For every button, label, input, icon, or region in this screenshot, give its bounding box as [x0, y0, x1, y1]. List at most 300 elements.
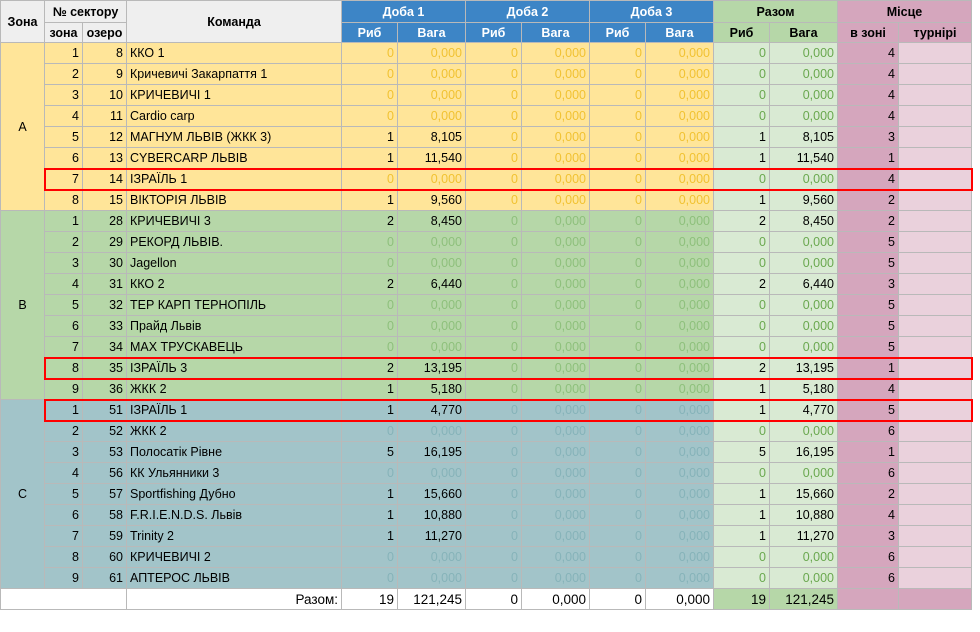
day3-fish-cell[interactable]: 0 — [590, 400, 646, 421]
day3-weight-cell[interactable]: 0,000 — [646, 253, 714, 274]
day3-fish-cell[interactable]: 0 — [590, 295, 646, 316]
day2-fish-cell[interactable]: 0 — [466, 43, 522, 64]
total-fish-cell[interactable]: 0 — [714, 421, 770, 442]
team-name-cell[interactable]: Trinity 2 — [127, 526, 342, 547]
total-fish-cell[interactable]: 0 — [714, 64, 770, 85]
day3-weight-cell[interactable]: 0,000 — [646, 106, 714, 127]
day1-weight-cell[interactable]: 13,195 — [398, 358, 466, 379]
day2-weight-cell[interactable]: 0,000 — [522, 463, 590, 484]
day1-fish-cell[interactable]: 1 — [342, 484, 398, 505]
day2-weight-cell[interactable]: 0,000 — [522, 253, 590, 274]
total-fish-cell[interactable]: 0 — [714, 295, 770, 316]
place-tournament-cell[interactable] — [899, 337, 972, 358]
day3-fish-cell[interactable]: 0 — [590, 463, 646, 484]
table-row[interactable] — [1, 358, 972, 379]
team-name-cell[interactable]: MAX ТРУСКАВЕЦЬ — [127, 337, 342, 358]
sector-zone-cell[interactable]: 9 — [45, 568, 83, 589]
day2-weight-cell[interactable]: 0,000 — [522, 442, 590, 463]
day1-fish-cell[interactable]: 1 — [342, 190, 398, 211]
day2-weight-cell[interactable]: 0,000 — [522, 505, 590, 526]
header-day2[interactable]: Доба 2 — [466, 1, 590, 23]
total-weight-cell[interactable]: 0,000 — [770, 232, 838, 253]
team-name-cell[interactable]: ІЗРАЇЛЬ 3 — [127, 358, 342, 379]
header-sub-lake[interactable]: озеро — [83, 23, 127, 43]
day1-fish-cell[interactable]: 0 — [342, 463, 398, 484]
day3-fish-cell[interactable]: 0 — [590, 358, 646, 379]
day2-weight-cell[interactable]: 0,000 — [522, 568, 590, 589]
total-weight-cell[interactable]: 8,105 — [770, 127, 838, 148]
total-fish-cell[interactable]: 0 — [714, 253, 770, 274]
team-name-cell[interactable]: ТЕР КАРП ТЕРНОПІЛЬ — [127, 295, 342, 316]
day3-weight-cell[interactable]: 0,000 — [646, 463, 714, 484]
day1-weight-cell[interactable]: 5,180 — [398, 379, 466, 400]
sector-lake-cell[interactable]: 9 — [83, 64, 127, 85]
day1-weight-cell[interactable]: 0,000 — [398, 463, 466, 484]
team-name-cell[interactable]: ККО 2 — [127, 274, 342, 295]
total-weight-cell[interactable]: 9,560 — [770, 190, 838, 211]
sector-lake-cell[interactable]: 53 — [83, 442, 127, 463]
day3-fish-cell[interactable]: 0 — [590, 337, 646, 358]
day3-weight-cell[interactable]: 0,000 — [646, 232, 714, 253]
sector-lake-cell[interactable]: 51 — [83, 400, 127, 421]
day3-fish-cell[interactable]: 0 — [590, 106, 646, 127]
day1-fish-cell[interactable]: 0 — [342, 169, 398, 190]
table-row[interactable] — [1, 232, 972, 253]
header-total-weight[interactable]: Вага — [770, 23, 838, 43]
day1-weight-cell[interactable]: 0,000 — [398, 85, 466, 106]
sector-zone-cell[interactable]: 5 — [45, 484, 83, 505]
sector-lake-cell[interactable]: 57 — [83, 484, 127, 505]
day3-weight-cell[interactable]: 0,000 — [646, 190, 714, 211]
total-weight-cell[interactable]: 13,195 — [770, 358, 838, 379]
day2-weight-cell[interactable]: 0,000 — [522, 337, 590, 358]
total-weight-cell[interactable]: 10,880 — [770, 505, 838, 526]
day2-fish-cell[interactable]: 0 — [466, 337, 522, 358]
place-zone-cell[interactable]: 5 — [838, 232, 899, 253]
total-fish-cell[interactable]: 0 — [714, 337, 770, 358]
day2-fish-cell[interactable]: 0 — [466, 568, 522, 589]
day1-weight-cell[interactable]: 8,105 — [398, 127, 466, 148]
day2-fish-cell[interactable]: 0 — [466, 526, 522, 547]
total-fish-cell[interactable]: 1 — [714, 379, 770, 400]
table-row[interactable] — [1, 127, 972, 148]
team-name-cell[interactable]: АПТЕРОС ЛЬВІВ — [127, 568, 342, 589]
total-weight-cell[interactable]: 0,000 — [770, 421, 838, 442]
day1-fish-cell[interactable]: 0 — [342, 85, 398, 106]
place-zone-cell[interactable]: 5 — [838, 253, 899, 274]
team-name-cell[interactable]: Прайд Львів — [127, 316, 342, 337]
day2-fish-cell[interactable]: 0 — [466, 316, 522, 337]
day2-fish-cell[interactable]: 0 — [466, 127, 522, 148]
day3-weight-cell[interactable]: 0,000 — [646, 127, 714, 148]
sector-lake-cell[interactable]: 35 — [83, 358, 127, 379]
sector-zone-cell[interactable]: 3 — [45, 253, 83, 274]
team-name-cell[interactable]: ВІКТОРІЯ ЛЬВІВ — [127, 190, 342, 211]
place-zone-cell[interactable]: 6 — [838, 421, 899, 442]
day1-weight-cell[interactable]: 0,000 — [398, 568, 466, 589]
table-row[interactable] — [1, 526, 972, 547]
sector-zone-cell[interactable]: 6 — [45, 316, 83, 337]
day3-fish-cell[interactable]: 0 — [590, 442, 646, 463]
header-day1-fish[interactable]: Риб — [342, 23, 398, 43]
total-fish-cell[interactable]: 1 — [714, 526, 770, 547]
place-tournament-cell[interactable] — [899, 211, 972, 232]
day3-weight-cell[interactable]: 0,000 — [646, 505, 714, 526]
sector-lake-cell[interactable]: 36 — [83, 379, 127, 400]
place-tournament-cell[interactable] — [899, 127, 972, 148]
place-tournament-cell[interactable] — [899, 169, 972, 190]
day2-fish-cell[interactable]: 0 — [466, 547, 522, 568]
day1-fish-cell[interactable]: 1 — [342, 505, 398, 526]
sector-lake-cell[interactable]: 14 — [83, 169, 127, 190]
table-row[interactable] — [1, 400, 972, 421]
day2-weight-cell[interactable]: 0,000 — [522, 421, 590, 442]
table-row[interactable] — [1, 421, 972, 442]
total-weight-cell[interactable]: 15,660 — [770, 484, 838, 505]
table-row[interactable] — [1, 148, 972, 169]
day2-weight-cell[interactable]: 0,000 — [522, 43, 590, 64]
day2-weight-cell[interactable]: 0,000 — [522, 127, 590, 148]
day2-fish-cell[interactable]: 0 — [466, 253, 522, 274]
total-fish-cell[interactable]: 1 — [714, 484, 770, 505]
total-weight-cell[interactable]: 0,000 — [770, 337, 838, 358]
total-fish-cell[interactable]: 0 — [714, 43, 770, 64]
day2-fish-cell[interactable]: 0 — [466, 358, 522, 379]
place-tournament-cell[interactable] — [899, 547, 972, 568]
day3-weight-cell[interactable]: 0,000 — [646, 64, 714, 85]
total-fish-cell[interactable]: 2 — [714, 211, 770, 232]
team-name-cell[interactable]: МАГНУМ ЛЬВІВ (ЖКК 3) — [127, 127, 342, 148]
place-zone-cell[interactable]: 6 — [838, 547, 899, 568]
day1-fish-cell[interactable]: 1 — [342, 526, 398, 547]
day2-weight-cell[interactable]: 0,000 — [522, 106, 590, 127]
sector-zone-cell[interactable]: 6 — [45, 148, 83, 169]
day2-fish-cell[interactable]: 0 — [466, 211, 522, 232]
place-tournament-cell[interactable] — [899, 400, 972, 421]
total-weight-cell[interactable]: 0,000 — [770, 85, 838, 106]
day2-fish-cell[interactable]: 0 — [466, 190, 522, 211]
team-name-cell[interactable]: КРИЧЕВИЧІ 2 — [127, 547, 342, 568]
place-tournament-cell[interactable] — [899, 526, 972, 547]
day1-weight-cell[interactable]: 0,000 — [398, 106, 466, 127]
table-row[interactable] — [1, 274, 972, 295]
place-tournament-cell[interactable] — [899, 232, 972, 253]
sector-zone-cell[interactable]: 5 — [45, 295, 83, 316]
place-tournament-cell[interactable] — [899, 505, 972, 526]
header-day2-fish[interactable]: Риб — [466, 23, 522, 43]
day3-weight-cell[interactable]: 0,000 — [646, 400, 714, 421]
team-name-cell[interactable]: ІЗРАЇЛЬ 1 — [127, 400, 342, 421]
place-zone-cell[interactable]: 3 — [838, 526, 899, 547]
day1-weight-cell[interactable]: 0,000 — [398, 43, 466, 64]
total-weight-cell[interactable]: 16,195 — [770, 442, 838, 463]
day2-fish-cell[interactable]: 0 — [466, 484, 522, 505]
sector-lake-cell[interactable]: 34 — [83, 337, 127, 358]
team-name-cell[interactable]: CYBERCARP ЛЬВІВ — [127, 148, 342, 169]
day1-weight-cell[interactable]: 0,000 — [398, 232, 466, 253]
day2-fish-cell[interactable]: 0 — [466, 85, 522, 106]
day1-weight-cell[interactable]: 6,440 — [398, 274, 466, 295]
team-name-cell[interactable]: КРИЧЕВИЧІ 1 — [127, 85, 342, 106]
sector-lake-cell[interactable]: 11 — [83, 106, 127, 127]
day2-fish-cell[interactable]: 0 — [466, 64, 522, 85]
day2-weight-cell[interactable]: 0,000 — [522, 400, 590, 421]
sector-lake-cell[interactable]: 28 — [83, 211, 127, 232]
sector-zone-cell[interactable]: 3 — [45, 442, 83, 463]
table-row[interactable] — [1, 43, 972, 64]
table-row[interactable] — [1, 442, 972, 463]
total-fish-cell[interactable]: 0 — [714, 463, 770, 484]
header-day3[interactable]: Доба 3 — [590, 1, 714, 23]
total-weight-cell[interactable]: 0,000 — [770, 43, 838, 64]
day3-weight-cell[interactable]: 0,000 — [646, 358, 714, 379]
total-weight-cell[interactable]: 5,180 — [770, 379, 838, 400]
total-fish-cell[interactable]: 0 — [714, 568, 770, 589]
day2-weight-cell[interactable]: 0,000 — [522, 316, 590, 337]
place-tournament-cell[interactable] — [899, 253, 972, 274]
day3-weight-cell[interactable]: 0,000 — [646, 484, 714, 505]
day1-fish-cell[interactable]: 1 — [342, 400, 398, 421]
day3-fish-cell[interactable]: 0 — [590, 127, 646, 148]
place-tournament-cell[interactable] — [899, 85, 972, 106]
day1-fish-cell[interactable]: 0 — [342, 421, 398, 442]
header-day2-weight[interactable]: Вага — [522, 23, 590, 43]
place-zone-cell[interactable]: 2 — [838, 484, 899, 505]
header-place-tournament[interactable]: турнірі — [899, 23, 972, 43]
place-tournament-cell[interactable] — [899, 64, 972, 85]
total-fish-cell[interactable]: 0 — [714, 232, 770, 253]
table-row[interactable] — [1, 337, 972, 358]
sector-zone-cell[interactable]: 2 — [45, 421, 83, 442]
day2-weight-cell[interactable]: 0,000 — [522, 85, 590, 106]
team-name-cell[interactable]: КК Ульянники 3 — [127, 463, 342, 484]
day3-fish-cell[interactable]: 0 — [590, 148, 646, 169]
place-tournament-cell[interactable] — [899, 379, 972, 400]
day2-fish-cell[interactable]: 0 — [466, 421, 522, 442]
place-tournament-cell[interactable] — [899, 295, 972, 316]
sector-zone-cell[interactable]: 1 — [45, 211, 83, 232]
place-zone-cell[interactable]: 5 — [838, 295, 899, 316]
total-fish-cell[interactable]: 0 — [714, 106, 770, 127]
zone-label-cell[interactable]: B — [1, 211, 45, 400]
day2-fish-cell[interactable]: 0 — [466, 505, 522, 526]
day3-weight-cell[interactable]: 0,000 — [646, 337, 714, 358]
day1-weight-cell[interactable]: 11,540 — [398, 148, 466, 169]
header-zone[interactable]: Зона — [1, 1, 45, 43]
header-sector[interactable]: № сектору — [45, 1, 127, 23]
table-row[interactable] — [1, 85, 972, 106]
total-weight-cell[interactable]: 0,000 — [770, 547, 838, 568]
zone-label-cell[interactable]: A — [1, 43, 45, 211]
day1-weight-cell[interactable]: 15,660 — [398, 484, 466, 505]
sector-lake-cell[interactable]: 59 — [83, 526, 127, 547]
sector-zone-cell[interactable]: 1 — [45, 400, 83, 421]
day2-weight-cell[interactable]: 0,000 — [522, 379, 590, 400]
day2-weight-cell[interactable]: 0,000 — [522, 547, 590, 568]
place-zone-cell[interactable]: 1 — [838, 358, 899, 379]
total-weight-cell[interactable]: 6,440 — [770, 274, 838, 295]
team-name-cell[interactable]: F.R.I.E.N.D.S. Львів — [127, 505, 342, 526]
day3-fish-cell[interactable]: 0 — [590, 190, 646, 211]
day2-fish-cell[interactable]: 0 — [466, 295, 522, 316]
place-zone-cell[interactable]: 4 — [838, 43, 899, 64]
table-row[interactable] — [1, 568, 972, 589]
total-fish-cell[interactable]: 0 — [714, 85, 770, 106]
team-name-cell[interactable]: РЕКОРД ЛЬВІВ. — [127, 232, 342, 253]
day3-weight-cell[interactable]: 0,000 — [646, 547, 714, 568]
day3-fish-cell[interactable]: 0 — [590, 484, 646, 505]
day2-weight-cell[interactable]: 0,000 — [522, 169, 590, 190]
day3-weight-cell[interactable]: 0,000 — [646, 442, 714, 463]
place-zone-cell[interactable]: 5 — [838, 337, 899, 358]
sector-lake-cell[interactable]: 30 — [83, 253, 127, 274]
day3-weight-cell[interactable]: 0,000 — [646, 568, 714, 589]
place-zone-cell[interactable]: 1 — [838, 442, 899, 463]
day3-weight-cell[interactable]: 0,000 — [646, 316, 714, 337]
table-row[interactable] — [1, 190, 972, 211]
place-tournament-cell[interactable] — [899, 463, 972, 484]
day1-fish-cell[interactable]: 0 — [342, 106, 398, 127]
team-name-cell[interactable]: Кричевичі Закарпаття 1 — [127, 64, 342, 85]
day1-fish-cell[interactable]: 2 — [342, 358, 398, 379]
sector-lake-cell[interactable]: 8 — [83, 43, 127, 64]
day1-fish-cell[interactable]: 5 — [342, 442, 398, 463]
day1-fish-cell[interactable]: 0 — [342, 253, 398, 274]
day2-fish-cell[interactable]: 0 — [466, 442, 522, 463]
day1-weight-cell[interactable]: 16,195 — [398, 442, 466, 463]
day2-weight-cell[interactable]: 0,000 — [522, 211, 590, 232]
total-fish-cell[interactable]: 5 — [714, 442, 770, 463]
table-row[interactable] — [1, 547, 972, 568]
table-row[interactable] — [1, 169, 972, 190]
sector-lake-cell[interactable]: 15 — [83, 190, 127, 211]
day3-fish-cell[interactable]: 0 — [590, 505, 646, 526]
day3-fish-cell[interactable]: 0 — [590, 526, 646, 547]
team-name-cell[interactable]: ІЗРАЇЛЬ 1 — [127, 169, 342, 190]
day3-fish-cell[interactable]: 0 — [590, 379, 646, 400]
place-zone-cell[interactable]: 2 — [838, 211, 899, 232]
total-weight-cell[interactable]: 0,000 — [770, 295, 838, 316]
place-zone-cell[interactable]: 2 — [838, 190, 899, 211]
day3-weight-cell[interactable]: 0,000 — [646, 43, 714, 64]
day3-weight-cell[interactable]: 0,000 — [646, 379, 714, 400]
table-row[interactable] — [1, 505, 972, 526]
day2-weight-cell[interactable]: 0,000 — [522, 484, 590, 505]
total-weight-cell[interactable]: 11,540 — [770, 148, 838, 169]
header-team[interactable]: Команда — [127, 1, 342, 43]
day1-weight-cell[interactable]: 0,000 — [398, 295, 466, 316]
sector-lake-cell[interactable]: 12 — [83, 127, 127, 148]
day1-fish-cell[interactable]: 1 — [342, 148, 398, 169]
day1-weight-cell[interactable]: 0,000 — [398, 316, 466, 337]
place-zone-cell[interactable]: 5 — [838, 316, 899, 337]
total-weight-cell[interactable]: 4,770 — [770, 400, 838, 421]
day1-weight-cell[interactable]: 10,880 — [398, 505, 466, 526]
sector-zone-cell[interactable]: 8 — [45, 190, 83, 211]
day3-fish-cell[interactable]: 0 — [590, 85, 646, 106]
table-row[interactable] — [1, 253, 972, 274]
sector-lake-cell[interactable]: 31 — [83, 274, 127, 295]
total-weight-cell[interactable]: 11,270 — [770, 526, 838, 547]
sector-zone-cell[interactable]: 8 — [45, 358, 83, 379]
day1-weight-cell[interactable]: 0,000 — [398, 337, 466, 358]
place-zone-cell[interactable]: 6 — [838, 568, 899, 589]
day3-fish-cell[interactable]: 0 — [590, 169, 646, 190]
sector-zone-cell[interactable]: 9 — [45, 379, 83, 400]
day1-fish-cell[interactable]: 0 — [342, 568, 398, 589]
team-name-cell[interactable]: Jagellon — [127, 253, 342, 274]
sector-lake-cell[interactable]: 61 — [83, 568, 127, 589]
table-row[interactable] — [1, 484, 972, 505]
zone-label-cell[interactable]: C — [1, 400, 45, 589]
place-tournament-cell[interactable] — [899, 358, 972, 379]
header-day1[interactable]: Доба 1 — [342, 1, 466, 23]
place-tournament-cell[interactable] — [899, 421, 972, 442]
day1-weight-cell[interactable]: 0,000 — [398, 253, 466, 274]
day2-weight-cell[interactable]: 0,000 — [522, 148, 590, 169]
header-total-fish[interactable]: Риб — [714, 23, 770, 43]
table-row[interactable] — [1, 211, 972, 232]
total-weight-cell[interactable]: 0,000 — [770, 106, 838, 127]
sector-zone-cell[interactable]: 7 — [45, 169, 83, 190]
total-fish-cell[interactable]: 1 — [714, 148, 770, 169]
total-weight-cell[interactable]: 0,000 — [770, 253, 838, 274]
sector-lake-cell[interactable]: 33 — [83, 316, 127, 337]
table-row[interactable] — [1, 463, 972, 484]
sector-zone-cell[interactable]: 7 — [45, 337, 83, 358]
sector-zone-cell[interactable]: 4 — [45, 106, 83, 127]
day1-weight-cell[interactable]: 0,000 — [398, 64, 466, 85]
place-zone-cell[interactable]: 4 — [838, 505, 899, 526]
place-zone-cell[interactable]: 4 — [838, 64, 899, 85]
day2-fish-cell[interactable]: 0 — [466, 232, 522, 253]
day1-fish-cell[interactable]: 0 — [342, 337, 398, 358]
place-zone-cell[interactable]: 4 — [838, 169, 899, 190]
place-tournament-cell[interactable] — [899, 316, 972, 337]
sector-lake-cell[interactable]: 60 — [83, 547, 127, 568]
place-tournament-cell[interactable] — [899, 106, 972, 127]
total-weight-cell[interactable]: 8,450 — [770, 211, 838, 232]
header-total[interactable]: Разом — [714, 1, 838, 23]
sector-lake-cell[interactable]: 58 — [83, 505, 127, 526]
day2-fish-cell[interactable]: 0 — [466, 169, 522, 190]
day3-weight-cell[interactable]: 0,000 — [646, 526, 714, 547]
sector-zone-cell[interactable]: 5 — [45, 127, 83, 148]
total-fish-cell[interactable]: 1 — [714, 400, 770, 421]
total-weight-cell[interactable]: 0,000 — [770, 463, 838, 484]
total-fish-cell[interactable]: 2 — [714, 358, 770, 379]
place-tournament-cell[interactable] — [899, 274, 972, 295]
place-zone-cell[interactable]: 6 — [838, 463, 899, 484]
total-weight-cell[interactable]: 0,000 — [770, 316, 838, 337]
day2-weight-cell[interactable]: 0,000 — [522, 232, 590, 253]
place-tournament-cell[interactable] — [899, 148, 972, 169]
day1-fish-cell[interactable]: 0 — [342, 232, 398, 253]
place-tournament-cell[interactable] — [899, 190, 972, 211]
day1-fish-cell[interactable]: 1 — [342, 379, 398, 400]
day3-fish-cell[interactable]: 0 — [590, 64, 646, 85]
day1-weight-cell[interactable]: 0,000 — [398, 169, 466, 190]
day3-fish-cell[interactable]: 0 — [590, 421, 646, 442]
total-weight-cell[interactable]: 0,000 — [770, 64, 838, 85]
day2-weight-cell[interactable]: 0,000 — [522, 64, 590, 85]
day1-fish-cell[interactable]: 0 — [342, 64, 398, 85]
day1-weight-cell[interactable]: 4,770 — [398, 400, 466, 421]
header-day3-weight[interactable]: Вага — [646, 23, 714, 43]
place-zone-cell[interactable]: 3 — [838, 274, 899, 295]
day1-weight-cell[interactable]: 0,000 — [398, 547, 466, 568]
day2-fish-cell[interactable]: 0 — [466, 106, 522, 127]
